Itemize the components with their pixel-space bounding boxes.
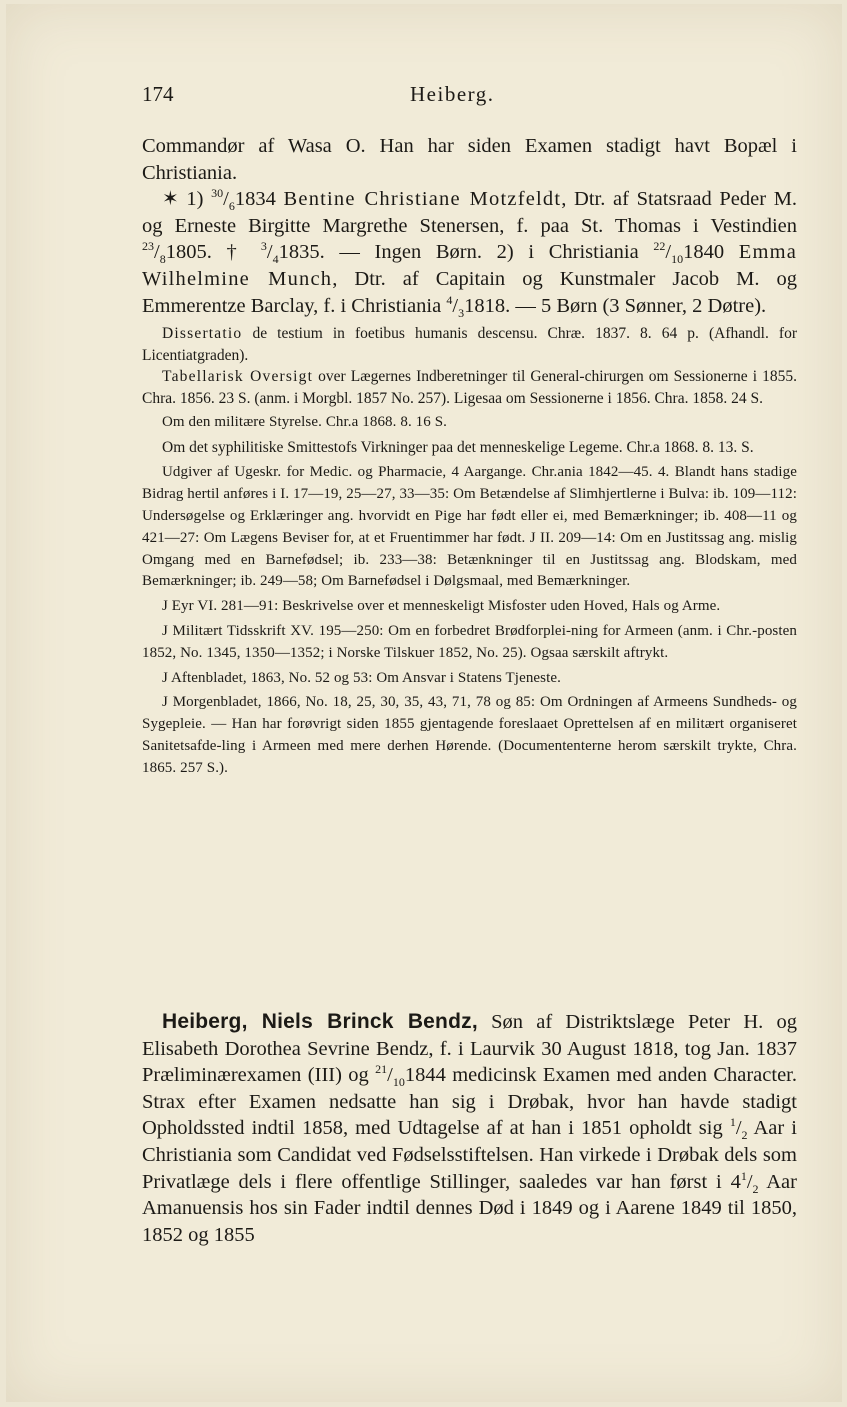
marriage-text: ✶ 1) $^{30}/_61834$ Bentine Christiane Motzfeldt, Dtr. af Statsraad Peder M. og Erneste Birgitte Margrethe Stenersen, f. paa St. Thomas i Vestindien $^{23}/_81805$. † $^3/_41835$. — Ingen Børn. 2) i Christiania $^{22}/_{10}1840$ Emma Wilhelmine Munch, Dtr. af Capitain og Kunstmaler Jacob M. og Emmerentze Barclay, f. i Christiania $^4/_31818$. — 5 Børn (3 Sønner, 2 Døtre). [142, 186, 798, 320]
bibliography-item: Tabellarisk Oversigt over Lægernes Indberetninger til General-chirurgen om Sessionerne i 1855. Chra. 1856. 23 S. (anm. i Morgbl. 1857 No. 257). Ligesaa om Sessionerne i 1856. Chra. 1858. 24 S. [142, 368, 797, 407]
spouse-name-1: Bentine Christiane Motzfeldt [283, 188, 562, 211]
page-number: 174 [142, 82, 174, 106]
bibliography-item: J Aftenbladet, 1863, No. 52 og 53: Om Ansvar i Statens Tjeneste. [162, 669, 561, 686]
career-text: Commandør af Wasa O. Han har siden Examen stadigt havt Bopæl i Christiania. [142, 135, 797, 184]
bibliography-item: Om den militære Styrelse. Chr.a 1868. 8. 16 S. [162, 414, 447, 431]
bibliography-item: Om det syphilitiske Smittestofs Virkninger paa det menneskelige Legeme. Chr.a 1868. 8. 13. S. [162, 438, 754, 456]
entry-heiberg-niels [142, 1009, 797, 1248]
bibliography-item: Dissertatio de testium in foetibus humanis descensu. Chræ. 1837. 8. 64 p. (Afhandl. for Licentiatgraden). [142, 325, 797, 364]
entry-heading: Heiberg, Niels Brinck Bendz, [162, 1010, 478, 1033]
running-title: Heiberg. [410, 82, 495, 106]
marriage-star-icon: ✶ [162, 188, 179, 211]
bibliography-item: J Eyr VI. 281—91: Beskrivelse over et menneskeligt Misfoster uden Hoved, Hals og Arme. [162, 598, 721, 615]
spouse-name-2: Emma Wilhelmine Munch [142, 241, 798, 290]
bibliography-item: J Morgenbladet, 1866, No. 18, 25, 30, 35, 43, 71, 78 og 85: Om Ordningen af Armeens Sundheds- og Sygepleie. — Han har forøvrigt siden 1855 gjentagende foreslaaet Oprettelsen af en militært organiseret Sanitetsafde-ling i Armeen med mere derhen Hørende. (Documententerne herom særskilt trykte, Chra. 1865. 257 S.). [142, 694, 797, 776]
bibliography-item: Udgiver af Ugeskr. for Medic. og Pharmacie, 4 Aargange. Chr.ania 1842—45. 4. Blandt hans stadige Bidrag hertil anføres i I. 17—19, 25—27, 33—35: Om Betændelse af Slimhjertlerne i Bulva: ib. 109—112: Undersøgelse og Erklæringer ang. hvorvidt en Pige har født eller ei, med Bemærkninger; ib. 408—11 og 421—27: Om Lægens Beviser for, at et Fruentimmer har født. J II. 209—14: Om en Justitssag ang. mislig Omgang med en Barnefødsel; ib. 233—38: Betænkninger til en Justitssag ang. Blodskam, med Bemærkninger; ib. 249—58; Om Barnefødsel i Dølgsmaal, med Bemærkninger. [142, 464, 797, 590]
page-header [142, 82, 802, 114]
entry-continuation [142, 133, 797, 783]
entry-text: Heiberg, Niels Brinck Bendz, Søn af Distriktslæge Peter H. og Elisabeth Dorothea Sevrine Bendz, f. i Laurvik 30 August 1818, tog Jan. 1837 Præliminærexamen (III) og $^{21}/_{10}1844$ medicinsk Examen med anden Character. Strax efter Examen nedsatte han sig i Drøbak, hvor han havde stadigt Opholdssted indtil 1858, med Udtagelse af at han i 1851 opholdt sig $^1/_2$ Aar i Christiania som Candidat ved Fødselsstiftelsen. Han virkede i Drøbak dels som Privatlæge dels i flere offentlige Stillinger, saaledes var han først i $4^1/_2$ Aar Amanuensis hos sin Fader indtil dennes Død i 1849 og i Aarene 1849 til 1850, 1852 og 1855 [142, 1010, 798, 1246]
bibliography-item: J Militært Tidsskrift XV. 195—250: Om en forbedret Brødforplei-ning for Armeen (anm. i Chr.-posten 1852, No. 1345, 1350—1352; i Norske Tilskuer 1852, No. 25). Ogsaa særskilt aftrykt. [142, 623, 797, 661]
